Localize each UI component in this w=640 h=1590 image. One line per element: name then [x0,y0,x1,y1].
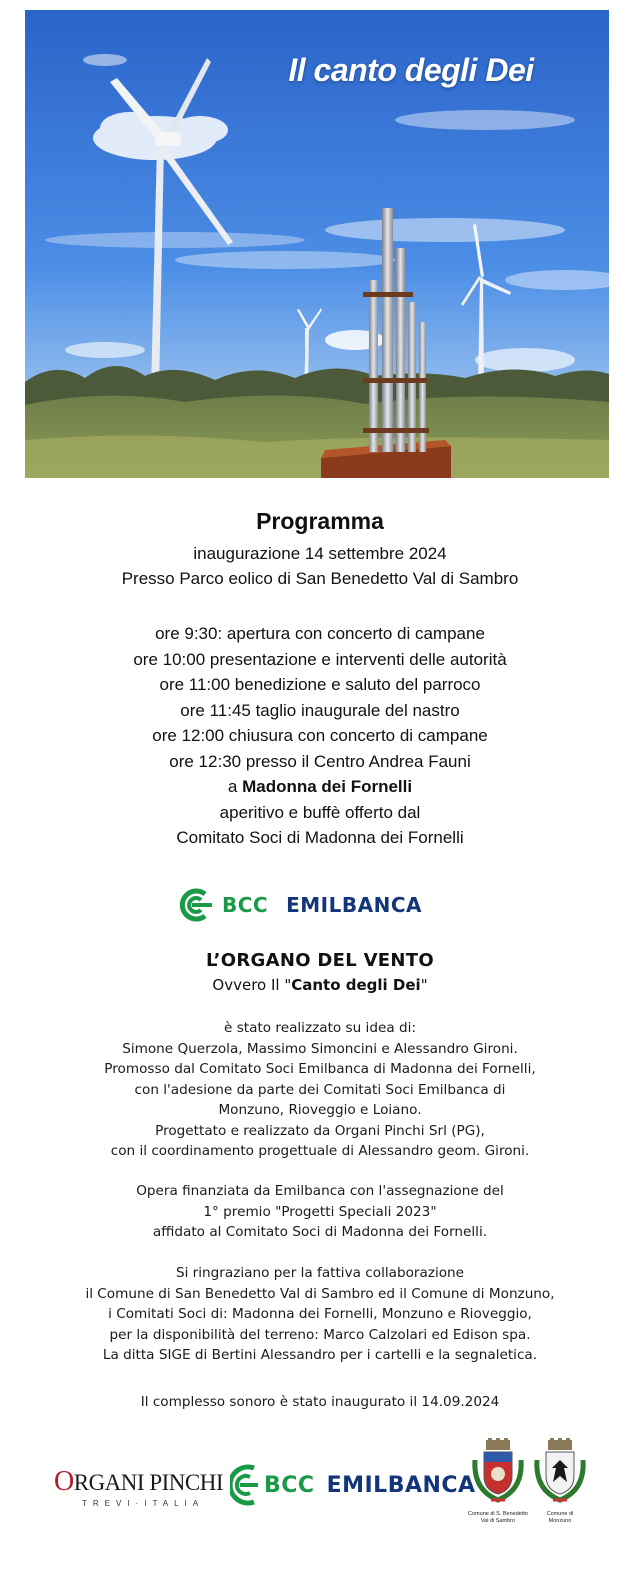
thanks-line: Si ringraziano per la fattiva collaborazione [175,1265,465,1281]
thanks-line: La ditta SIGE di Bertini Alessandro per i cartelli e la segnaletica. [102,1347,538,1363]
thanks-block [0,1263,640,1366]
bcc-text: BCC [264,1472,315,1498]
bcc-symbol-icon [178,886,216,924]
organi-pinchi-name: RGANI PINCHI [73,1470,223,1495]
organ-subtitle-suffix: " [420,976,428,994]
bcc-text: BCC [222,893,269,917]
thanks-line: i Comitati Soci di: Madonna dei Fornelli, Monzuno e Rioveggio, [108,1306,532,1322]
emilbanca-logo [178,886,422,924]
inauguration-note: Il complesso sonoro è stato inaugurato il 14.09.2024 [140,1394,500,1410]
schedule-item: ore 12:30 presso il Centro Andrea Fauni [169,751,471,771]
emilbanca-text: EMILBANCA [286,893,422,917]
organ-subtitle [0,976,640,994]
credits-line: con l'adesione da parte dei Comitati Soci Emilbanca di [134,1081,506,1098]
funding-block [0,1181,640,1243]
program-title: Programma [256,508,384,534]
hero-photo [25,10,609,478]
schedule-place [0,774,640,800]
credits-line: con il coordinamento progettuale di Alessandro geom. Gironi. [110,1143,530,1159]
place-prefix: a [227,777,243,796]
crest-caption: Monzuno [548,1517,572,1524]
program-location: Presso Parco eolico di San Benedetto Val di Sambro [121,569,519,588]
schedule-item: ore 11:00 benedizione e saluto del parroco [159,675,481,694]
credits-line: Monzuno, Rioveggio e Loiano. [218,1102,422,1118]
organi-pinchi-initial: O [54,1466,74,1497]
program-subtitle: inaugurazione 14 settembre 2024 [193,544,447,563]
credits-line: Progettato e realizzato da Organi Pinchi Srl (PG), [155,1122,485,1139]
program-schedule [0,621,640,851]
credits-block [0,1018,640,1162]
coat-of-arms-icon [531,1438,589,1506]
funding-line: 1° premio "Progetti Speciali 2023" [203,1203,437,1220]
schedule-closing: Comitato Soci di Madonna dei Fornelli [176,828,464,847]
thanks-line: per la disponibilità del terreno: Marco Calzolari ed Edison spa. [109,1326,531,1343]
schedule-item: ore 9:30: apertura con concerto di campane [155,624,485,643]
emilbanca-footer-logo [230,1462,476,1508]
schedule-item: ore 12:00 chiusura con concerto di campane [152,726,488,745]
organ-title: L’ORGANO DEL VENTO [206,950,434,971]
funding-line: affidato al Comitato Soci di Madonna dei Fornelli. [152,1224,488,1240]
schedule-item: ore 11:45 taglio inaugurale del nastro [180,700,460,720]
crest-caption: Comune di [546,1511,574,1517]
bcc-symbol-icon [230,1462,260,1508]
crest-caption: Val di Sambro [480,1517,516,1524]
funding-line: Opera finanziata da Emilbanca con l'assegnazione del [136,1183,504,1199]
credits-line: Simone Querzola, Massimo Simoncini e Alessandro Gironi. [122,1040,518,1057]
emilbanca-text: EMILBANCA [326,1472,476,1498]
place-name: Madonna dei Fornelli [242,777,413,796]
organi-pinchi-logo [54,1466,223,1508]
schedule-item: ore 10:00 presentazione e interventi delle autorità [133,649,507,669]
organ-subtitle-prefix: Ovvero Il " [212,976,292,994]
credits-line: è stato realizzato su idea di: [224,1020,416,1036]
coat-of-arms-icon [469,1438,527,1506]
organ-subtitle-bold: Canto degli Dei [291,976,421,994]
thanks-line: il Comune di San Benedetto Val di Sambro ed il Comune di Monzuno, [85,1285,555,1302]
hero-title: Il canto degli Dei [288,52,534,88]
crest-san-benedetto [468,1438,528,1524]
crest-monzuno [530,1438,590,1524]
footer-logos [0,1432,640,1532]
organi-pinchi-sub: TREVI·ITALIA [82,1499,205,1508]
crest-caption: Comune di S. Benedetto [468,1511,528,1517]
credits-line: Promosso dal Comitato Soci Emilbanca di Madonna dei Fornelli, [104,1061,536,1077]
schedule-closing: aperitivo e buffè offerto dal [219,802,421,822]
